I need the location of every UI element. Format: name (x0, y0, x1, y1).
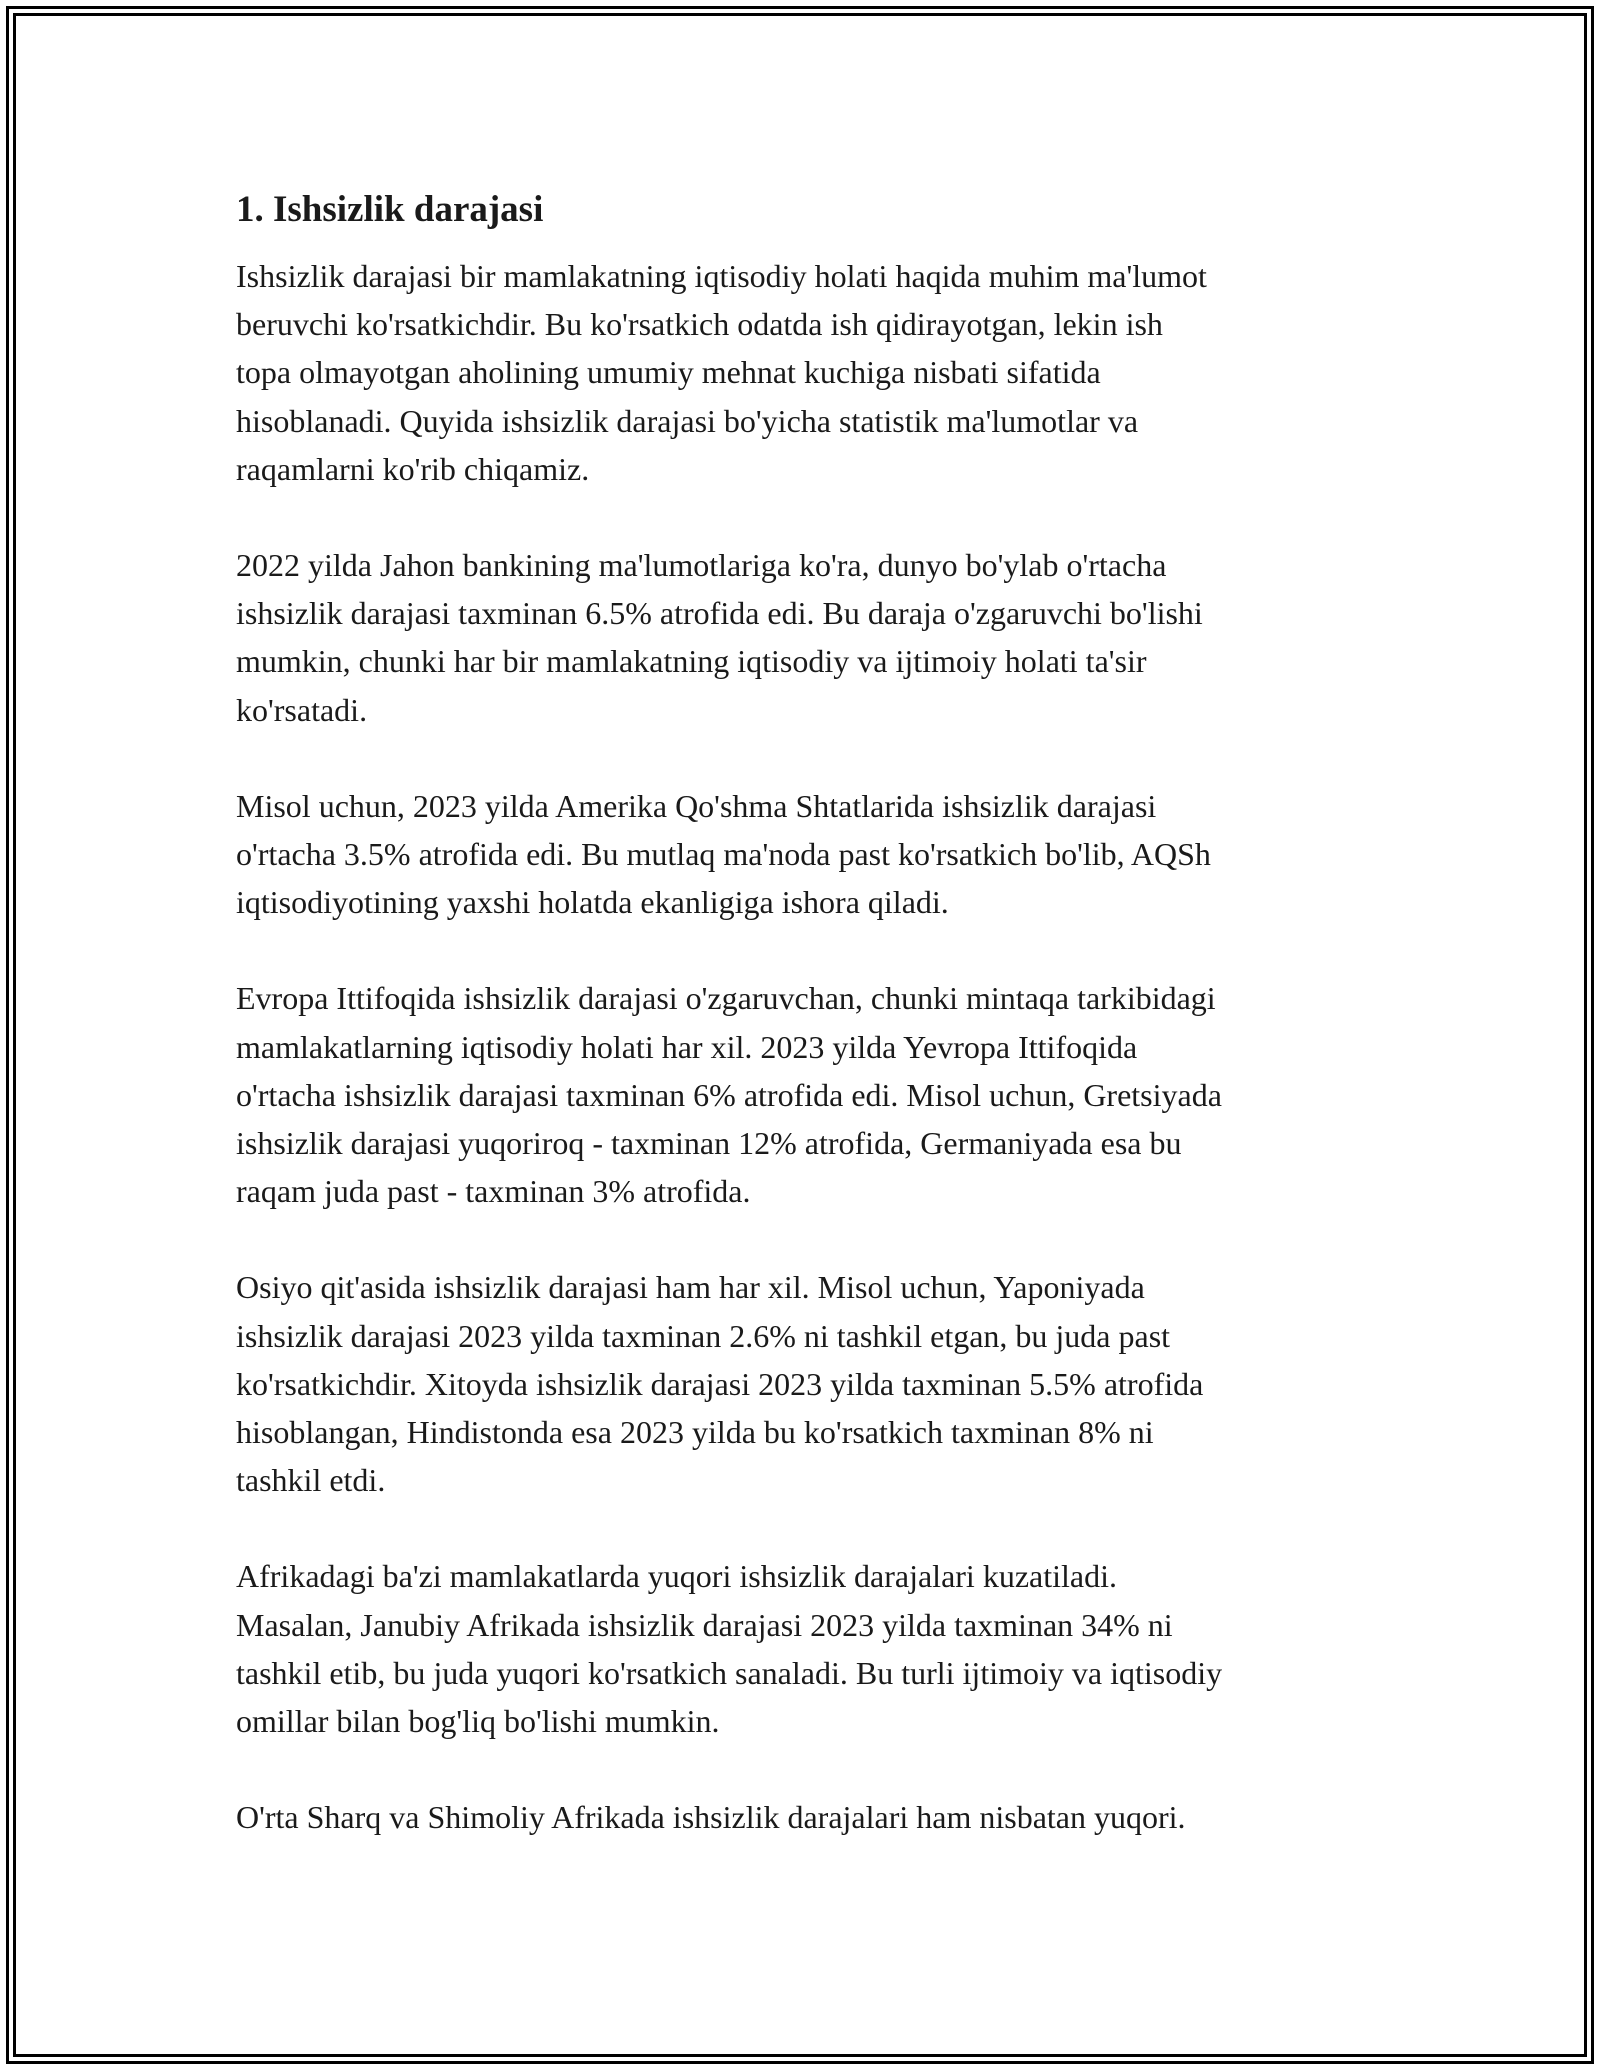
paragraph-line: Osiyo qit'asida ishsizlik darajasi ham har xil. Misol uchun, Yaponiyada (236, 1269, 1145, 1306)
document-body (236, 186, 1396, 1889)
paragraph (236, 252, 1396, 493)
paragraph-line: mamlakatlarning iqtisodiy holati har xil. 2023 yilda Yevropa Ittifoqida (236, 1028, 1138, 1065)
paragraph-line: ko'rsatkichdir. Xitoyda ishsizlik darajasi 2023 yilda taxminan 5.5% atrofida (236, 1365, 1204, 1402)
paragraph-line: Ishsizlik darajasi bir mamlakatning iqtisodiy holati haqida muhim ma'lumot (236, 258, 1207, 294)
paragraph-line: Afrikadagi ba'zi mamlakatlarda yuqori ishsizlik darajalari kuzatiladi. (236, 1558, 1117, 1595)
paragraph (236, 541, 1396, 734)
paragraph-line: tashkil etib, bu juda yuqori ko'rsatkich sanaladi. Bu turli ijtimoiy va iqtisodiy (236, 1654, 1223, 1691)
paragraph-line: O'rta Sharq va Shimoliy Afrikada ishsizlik darajalari ham nisbatan yuqori. (236, 1799, 1186, 1836)
paragraph-line: o'rtacha ishsizlik darajasi taxminan 6% atrofida edi. Misol uchun, Gretsiyada (236, 1076, 1222, 1113)
paragraph-line: Masalan, Janubiy Afrikada ishsizlik darajasi 2023 yilda taxminan 34% ni (236, 1606, 1173, 1643)
paragraph-line: raqamlarni ko'rib chiqamiz. (236, 450, 590, 487)
paragraph-line: o'rtacha 3.5% atrofida edi. Bu mutlaq ma'noda past ko'rsatkich bo'lib, AQSh (236, 836, 1211, 873)
paragraph-line: ishsizlik darajasi taxminan 6.5% atrofida edi. Bu daraja o'zgaruvchi bo'lishi (236, 595, 1203, 632)
paragraph (236, 782, 1396, 927)
paragraph-line: omillar bilan bog'liq bo'lishi mumkin. (236, 1703, 720, 1740)
section-heading: 1. Ishsizlik darajasi (236, 189, 544, 230)
paragraph-line: ko'rsatadi. (236, 691, 368, 728)
paragraph-line: topa olmayotgan aholining umumiy mehnat kuchiga nisbati sifatida (236, 354, 1101, 391)
paragraph (236, 1263, 1396, 1504)
paragraph-line: mumkin, chunki har bir mamlakatning iqtisodiy va ijtimoiy holati ta'sir (236, 643, 1147, 680)
paragraph-line: tashkil etdi. (236, 1462, 386, 1499)
paragraph-line: raqam juda past - taxminan 3% atrofida. (236, 1173, 751, 1210)
paragraph-line: beruvchi ko'rsatkichdir. Bu ko'rsatkich odatda ish qidirayotgan, lekin ish (236, 306, 1163, 343)
paragraph (236, 974, 1396, 1215)
paragraph-line: hisoblangan, Hindistonda esa 2023 yilda bu ko'rsatkich taxminan 8% ni (236, 1414, 1154, 1451)
paragraph-line: hisoblanadi. Quyida ishsizlik darajasi bo'yicha statistik ma'lumotlar va (236, 402, 1139, 439)
paragraph-line: ishsizlik darajasi yuqoriroq - taxminan 12% atrofida, Germaniyada esa bu (236, 1125, 1182, 1162)
paragraph-line: 2022 yilda Jahon bankining ma'lumotlariga ko'ra, dunyo bo'ylab o'rtacha (236, 547, 1167, 584)
paragraph-list (236, 252, 1396, 1841)
paragraph-line: iqtisodiyotining yaxshi holatda ekanligiga ishora qiladi. (236, 884, 949, 921)
paragraph (236, 1793, 1396, 1841)
paragraph-line: Misol uchun, 2023 yilda Amerika Qo'shma Shtatlarida ishsizlik darajasi (236, 787, 1157, 824)
paragraph-line: Evropa Ittifoqida ishsizlik darajasi o'zgaruvchan, chunki mintaqa tarkibidagi (236, 980, 1216, 1017)
paragraph (236, 1552, 1396, 1745)
paragraph-line: ishsizlik darajasi 2023 yilda taxminan 2.6% ni tashkil etgan, bu juda past (236, 1317, 1171, 1354)
